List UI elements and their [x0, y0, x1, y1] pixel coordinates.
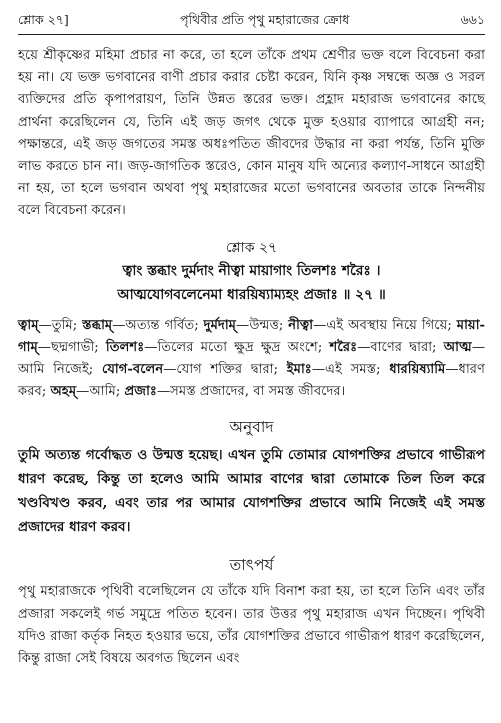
synonym-meaning: আমি; [89, 384, 125, 400]
synonym-meaning: সমস্ত প্রজাদের, বা সমস্ত জীবদের। [170, 384, 346, 400]
synonym-meaning: তিলের মতো ক্ষুদ্র ক্ষুদ্র অংশে; [157, 339, 330, 355]
synonym-word: মায়া-গাম্ [18, 317, 485, 355]
synonym-meaning: এই অবস্থায় নিয়ে গিয়ে; [326, 317, 457, 333]
translation-heading: অনুবাদ [229, 418, 274, 437]
synonym-dash: — [156, 384, 171, 400]
page-number: ৬৬১ [460, 12, 485, 27]
synonym-meaning: অত্যন্ত গর্বিত; [125, 317, 204, 333]
synonym-dash: — [445, 362, 459, 378]
synonym-dash: — [37, 339, 51, 355]
synonym-word: স্তব্ধাম্ [82, 317, 113, 333]
purport-heading: তাৎপর্য [229, 556, 274, 575]
synonym-word: নীত্বা [288, 317, 314, 333]
synonym-word: আত্ম [443, 339, 472, 355]
synonym-meaning: যোগ শক্তির দ্বারা; [176, 362, 287, 378]
synonym-meaning: আমি নিজেই; [18, 362, 102, 378]
verse-reference: শ্লোক ২৭] [18, 12, 69, 27]
synonym-dash: — [112, 317, 126, 333]
synonym-meaning: ছদ্মগাভী; [50, 339, 106, 355]
synonym-word: যোগ-বলেন [101, 362, 164, 378]
synonym-meaning: বাণের দ্বারা; [370, 339, 444, 355]
verse-line-1: ত্বাং স্তব্ধাং দুর্মদাং নীত্বা মায়াগাং তিলশঃ শরৈঃ । [122, 262, 381, 279]
synonym-dash: — [76, 384, 90, 400]
synonym-word: দুর্মদাম্ [203, 317, 236, 333]
intro-paragraph: হয়ে শ্রীকৃষ্ণের মহিমা প্রচার না করে, তা হলে তাঁকে প্রথম শ্রেণীর ভক্ত বলে বিবেচনা করা হয় না। যে ভক্ত ভগবানের বাণী প্রচার করার চেষ্টা করেন, যিনি কৃষ্ণ সম্বন্ধে অজ্ঞ ও সরল ব্যক্তিদের প্রতি কৃপাপরায়ণ, তিনি উন্নত স্তরের ভক্ত। প্রহ্লাদ মহারাজ ভগবানের কাছে প্রার্থনা করেছিলেন যে, তিনি এই জড় জগৎ থেকে মুক্ত হওয়ার ব্যাপারে আগ্রহী নন; পক্ষান্তরে, এই জড় জগতের সমস্ত অধঃপতিত জীবদের উদ্ধার না করা পর্যন্ত, তিনি মুক্তি লাভ করতে চান না। জড়-জাগতিক স্তরেও, কোন মানুষ যদি অন্যের কল্যাণ-সাধনে আগ্রহী না হয়, তা হলে ভগবান অথবা পৃথু মহারাজের মতো ভগবানের অবতার তাকে নিন্দনীয় বলে বিবেচনা করেন। [18, 48, 485, 219]
translation-text: তুমি অত্যন্ত গর্বোদ্ধত ও উন্মত্ত হয়েছ। এখন তুমি তোমার যোগশক্তির প্রভাবে গাভীরূপ ধারণ করেছ, কিন্তু তা হলেও আমি আমার বাণের দ্বারা তোমাকে তিল তিল করে খণ্ডবিখণ্ড করব, এবং তার পর আমার যোগশক্তির প্রভাবে আমি নিজেই এই সমস্ত প্রজাদের ধারণ করব। [18, 447, 485, 536]
synonym-word: তিলশঃ [105, 339, 145, 355]
verse-heading: শ্লোক ২৭ [225, 239, 278, 256]
synonym-meaning: উন্মত্ত; [249, 317, 289, 333]
synonym-word: ধারয়িষ্যামি [389, 362, 446, 378]
page-header [18, 10, 485, 35]
synonyms-paragraph [18, 315, 485, 404]
synonym-meaning: তুমি; [51, 317, 83, 333]
synonym-meaning: এই সমস্ত; [325, 362, 390, 378]
synonym-dash: — [357, 339, 371, 355]
synonym-word: শরৈঃ [329, 339, 358, 355]
synonym-dash: — [38, 317, 52, 333]
chapter-title: পৃথিবীর প্রতি পৃথু মহারাজের ক্রোধ [180, 12, 350, 27]
purport-text: পৃথু মহারাজকে পৃথিবী বলেছিলেন যে তাঁকে যদি বিনাশ করা হয়, তা হলে তিনি এবং তাঁর প্রজারা সকলেই গর্ভ সমুদ্রে পতিত হবেন। তার উত্তর পৃথু মহারাজ এখন দিচ্ছেন। পৃথিবী যদিও রাজা কর্তৃক নিহত হওয়ার ভয়ে, তাঁর যোগশক্তির প্রভাবে গাভীরূপ ধারণ করেছিলেন, কিন্তু রাজা সেই বিষয়ে অবগত ছিলেন এবং [18, 584, 485, 667]
synonym-word: ত্বাম্ [18, 317, 39, 333]
synonym-word: ইমাঃ [286, 362, 312, 378]
synonym-dash: — [313, 317, 327, 333]
synonym-meaning: ধারণ করব; [18, 362, 485, 400]
synonym-dash: — [163, 362, 177, 378]
verse-line-2: আত্মযোগবলেনেমা ধারয়িষ্যাম্যহং প্রজাঃ ॥ ২৭ ॥ [117, 286, 386, 303]
synonym-dash: — [471, 339, 485, 355]
synonym-dash: — [311, 362, 326, 378]
synonym-word: প্রজাঃ [124, 384, 157, 400]
synonym-dash: — [236, 317, 250, 333]
synonym-word: অহম্ [50, 384, 77, 400]
synonym-dash: — [144, 339, 158, 355]
